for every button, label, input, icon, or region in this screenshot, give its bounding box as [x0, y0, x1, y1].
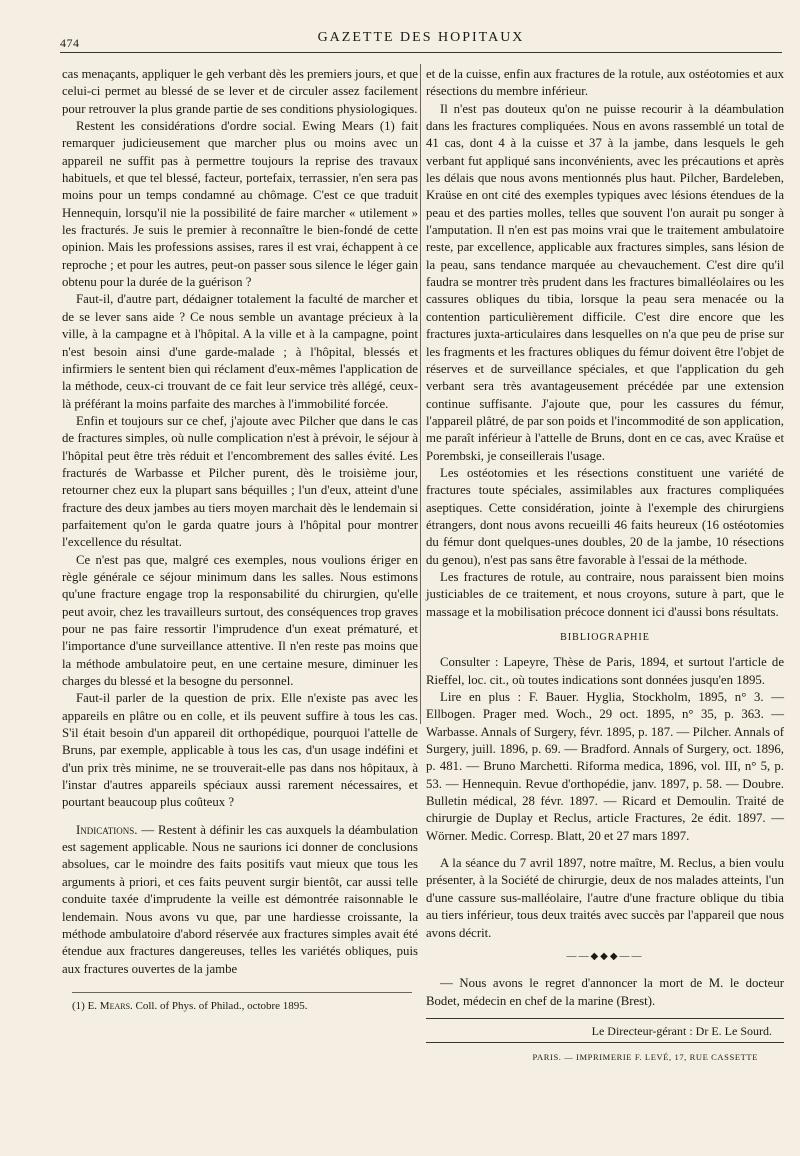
- column-divider: [420, 64, 421, 724]
- paragraph: Faut-il, d'autre part, dédaigner totalement la faculté de marcher et de se lever sans aide ? Ce nous semble un avantage précieux à la ville, à la campagne et à l'hôpital. A la ville et à la campagne, point n'est besoin ainsi d'une garde-malade ; à l'hôpital, blessés et infirmiers le sentent bien qui réclament d'eux-mêmes l'application de la méthode, ceux-ci trouvant de ce fait leur service très allégé, ceux-là préférant la moins parfaite des marches à l'immobilité forcée.: [62, 292, 418, 411]
- indications-paragraph: [62, 822, 418, 978]
- footnote: (1) E. Mears. Coll. of Phys. of Philad., octobre 1895.: [72, 999, 308, 1012]
- obituary-note: — Nous avons le regret d'annoncer la mort de M. le docteur Bodet, médecin en chef de la marine (Brest).: [426, 976, 784, 1008]
- footnote-author: E. Mears: [87, 999, 131, 1012]
- left-column: [62, 66, 418, 1013]
- footnote-rule: [72, 992, 412, 993]
- indications-label: Indications.: [76, 822, 138, 837]
- bibliography-heading: BIBLIOGRAPHIE: [560, 632, 650, 643]
- paragraph: Il n'est pas douteux qu'on ne puisse recourir à la déambulation dans les fractures compliquées. Nous en avons rassemblé un total de 41 cas, dont 4 à la cuisse et 37 à la jambe, dans lesquels le geh verbant fut appliqué sans inconvénients, avec les précautions et après les délais que nous avons mentionnés plus haut. Pilcher, Bardeleben, Kraüse en ont cité des exemples typiques avec lésions étendues de la peau et des parties molles, telles que souvent l'on aurait pu songer à l'amputation. Il n'en est pas moins vrai que le traitement ambulatoire reste, par excellence, applicable aux fractures simples, sans lésion de la peau, sans tendance marquée au chevauchement. C'est dire qu'il faudra se montrer très prudent dans les fractures bimalléolaires ou les cassures obliques du tibia, lorsque la peau sera menacée ou la contention particulièrement difficile. C'est dire encore que les fractures juxta-articulaires dans lesquelles on n'a que peu de prise sur les fragments et les fractures obliques du fémur doivent être l'objet de réserves et de surveillance spéciales, et que l'application du geh verbant sera très avantageusement précédée par une extension continue suffisante. J'ajoute que, pour les cassures du fémur, l'appareil plâtré, de par son poids et l'incommodité de son application, me paraît inférieur à l'attelle de Bruns, dont en ce cas, avec Kraüse et Porembski, je conseillerais l'usage.: [426, 101, 784, 463]
- paragraph: Les fractures de rotule, au contraire, nous paraissent bien moins justiciables de ce traitement, et nous croyons, suture à part, que le massage et la mobilisation précoce donnent ici d'aussi bons résultats.: [426, 569, 784, 619]
- meeting-note: A la séance du 7 avril 1897, notre maître, M. Reclus, a bien voulu présenter, à la Société de chirurgie, deux de nos malades atteints, l'un d'une cassure sus-malléolaire, l'autre d'une fracture oblique du tibia au tiers inférieur, tous deux traités avec succès par l'appareil que nous avons décrit.: [426, 856, 784, 940]
- paragraph: cas menaçants, appliquer le geh verbant dès les premiers jours, et que celui-ci permet au blessé de se lever et de circuler assez facilement pour retrouver la plus grande partie de ses conditions physiologiques.: [62, 67, 418, 116]
- paragraph: Faut-il parler de la question de prix. Elle n'existe pas avec les appareils en plâtre ou en colle, et ils peuvent suffire à tous les cas. S'il était besoin d'un appareil dit orthopédique, pourquoi l'attelle de Bruns, par exemple, applicable à tous les cas, d'un usage indéfini et d'un prix très minime, ne se trouverait-elle pas dans nos hôpitaux, à l'instar d'autres appareils spéciaux aussi rarement nécessaires, et pourtant beaucoup plus coûteux ?: [62, 691, 418, 810]
- bibliography-entry: Consulter : Lapeyre, Thèse de Paris, 1894, et surtout l'article de Rieffel, loc. cit., où toutes indications sont données jusqu'en 1895.: [426, 655, 784, 687]
- paragraph: Restent les considérations d'ordre social. Ewing Mears (1) fait remarquer judicieusement que marcher plus ou moins avec un appareil ne suffit pas à permettre toujours la reprise des travaux habituels, et que tel blessé, facteur, portefaix, terrassier, n'en sera pas moins pour un temps condamné au chômage. C'est ce que traduit Hennequin, lorsqu'il nie la possibilité de faire marcher « utilement » les fracturés. Je suis le premier à reconnaître le bien-fondé de cette opinion. Mais les professions assises, rares il est vrai, échappent à ce reproche ; et pour les autres, peut-on passer sous silence le léger gain obtenu pour la durée de la guérison ?: [62, 119, 418, 290]
- bibliography-entry: Lire en plus : F. Bauer. Hyglia, Stockholm, 1895, n° 3. — Ellbogen. Prager med. Woch., 29 oct. 1895, n° 35, p. 363. — Warbasse. Annals of Surgery, févr. 1895, p. 187. — Pilcher. Annals of Surgery, juill. 1896, p. 69. — Bradford. Annals of Surgery, oct. 1896, p. 481. — Bruno Marchetti. Riforma medica, 1896, vol. III, n° 5, p. 53. — Hennequin. Revue d'orthopédie, janv. 1897, p. 58. — Doubre. Bulletin médical, 28 févr. 1897. — Ricard et Demoulin. Traité de chirurgie de Duplay et Reclus, article Fractures, 2e édit. 1897. — Wörner. Medic. Corresp. Blatt, 20 et 27 mars 1897.: [426, 690, 784, 843]
- paragraph: Les ostéotomies et les résections constituent une variété de fractures toute spéciales, assimilables aux fractures compliquées aseptiques. Cette considération, jointe à l'exemple des chirurgiens étrangers, dont nous avons recueilli 46 faits heureux (16 ostéotomies du fémur dont quelques-unes doubles, 20 de la jambe, 10 résections du genou), n'est pas sans être favorable à l'essai de la méthode.: [426, 465, 784, 567]
- signature-rule-bottom: [426, 1042, 784, 1043]
- indications-text: — Restent à définir les cas auxquels la déambulation est sagement applicable. Nous ne saurions ici donner de conclusions absolues, car le moindre des faits positifs vaut mieux que tous les arguments à priori, et ces faits peuvent surgir bientôt, car aussi telle conduite taxée d'imprudente la veille est démontrée raisonnable le lendemain. Nous avons vu que, par une hardiesse croissante, la méthode ambulatoire d'abord réservée aux fractures simples avait été étendue aux fractures dangereuses, telles les variétés obliques, puis aux fractures ouvertes de la jambe: [62, 822, 418, 976]
- right-column: [426, 66, 784, 1067]
- signature: Le Directeur-gérant : Dr E. Le Sourd.: [591, 1023, 772, 1038]
- printer-imprint: PARIS. — IMPRIMERIE F. LEVÉ, 17, RUE CASSETTE: [532, 1052, 758, 1063]
- header-rule: [60, 52, 782, 53]
- paragraph: et de la cuisse, enfin aux fractures de la rotule, aux ostéotomies et aux résections du membre inférieur.: [426, 67, 784, 99]
- paragraph: Ce n'est pas que, malgré ces exemples, nous voulions ériger en règle générale ce séjour minimum dans les salles. Nous estimons qu'une fracture engage trop la responsabilité du chirurgien, qu'elle peut avoir, chez les travailleurs surtout, des conséquences trop graves pour ne pas faire ressortir l'imprudence d'un exeat prématuré, et l'importance d'une surveillance attentive. Il n'en reste pas moins que la méthode ambulatoire peut, en une certaine mesure, diminuer les charges du blessé et la besogne du personnel.: [62, 552, 418, 689]
- separator-ornament: ——◆◆◆——: [566, 950, 644, 962]
- running-title: GAZETTE DES HOPITAUX: [317, 30, 525, 45]
- signature-rule: [426, 1018, 784, 1019]
- page-number: 474: [60, 36, 80, 50]
- paragraph: Enfin et toujours sur ce chef, j'ajoute avec Pilcher que dans le cas de fractures simples, où nulle complication n'est à prévoir, le séjour à l'hôpital peut être très réduit et l'encombrement des salles évité. Les fracturés de Warbasse et Pilcher purent, dès le troisième jour, retourner chez eux la plupart sans béquilles ; l'un d'eux, atteint d'une fracture des deux jambes au tiers moyen marchait dès le lendemain si parfaitement qu'on le garda quatre jours à l'hôpital pour montrer l'excellence du résultat.: [62, 413, 418, 550]
- page-header: [60, 28, 782, 52]
